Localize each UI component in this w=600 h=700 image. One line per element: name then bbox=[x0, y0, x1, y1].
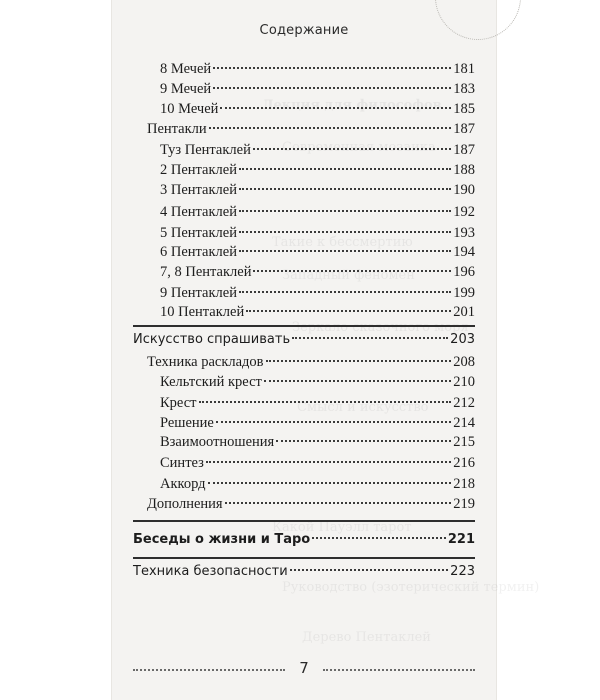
toc-entry-page: 221 bbox=[447, 532, 475, 547]
toc-entry-safety[interactable] bbox=[133, 564, 475, 586]
toc-leader-dots bbox=[239, 210, 451, 212]
toc-leader-dots bbox=[225, 502, 452, 504]
footer-dotted-rule-left bbox=[133, 669, 285, 671]
toc-entry-page: 192 bbox=[453, 204, 475, 220]
toc-entry-relationships[interactable] bbox=[160, 434, 475, 456]
toc-leader-dots bbox=[239, 250, 451, 252]
toc-leader-dots bbox=[239, 231, 451, 233]
toc-entry-title: Беседы о жизни и Таро bbox=[133, 532, 311, 547]
toc-entry-title: 4 Пентаклей bbox=[160, 204, 237, 220]
toc-leader-dots bbox=[206, 461, 451, 463]
toc-leader-dots bbox=[199, 401, 452, 403]
toc-entry-title: 10 Мечей bbox=[160, 101, 219, 117]
toc-leader-dots bbox=[213, 67, 451, 69]
toc-entry-page: 203 bbox=[450, 332, 475, 347]
toc-entry-spread-technique[interactable] bbox=[147, 354, 475, 376]
toc-entry-title: 9 Мечей bbox=[160, 81, 212, 97]
toc-entry-title: 9 Пентаклей bbox=[160, 285, 237, 301]
toc-leader-dots bbox=[246, 310, 451, 312]
toc-entry-page: 187 bbox=[453, 142, 475, 158]
toc-entry-appendices[interactable] bbox=[147, 496, 475, 518]
toc-entry-title: Техника раскладов bbox=[147, 354, 264, 370]
footer-dotted-rule-right bbox=[323, 669, 475, 671]
toc-leader-dots bbox=[264, 380, 451, 382]
page-header: Содержание bbox=[259, 23, 349, 38]
toc-entry-title: Решение bbox=[160, 415, 214, 431]
toc-leader-dots bbox=[239, 188, 451, 190]
toc-entry-page: 215 bbox=[453, 434, 475, 450]
toc-leader-dots bbox=[239, 168, 451, 170]
toc-leader-dots bbox=[253, 148, 451, 150]
book-page bbox=[112, 0, 540, 700]
toc-leader-dots bbox=[213, 87, 451, 89]
toc-entry-ace-pentacles[interactable] bbox=[160, 142, 475, 164]
toc-entry-page: 196 bbox=[453, 264, 475, 280]
toc-entry-page: 214 bbox=[453, 415, 475, 431]
toc-leader-dots bbox=[209, 127, 452, 129]
toc-entry-10-pentacles[interactable] bbox=[160, 304, 475, 326]
toc-entry-title: 6 Пентаклей bbox=[160, 244, 237, 260]
toc-entry-page: 216 bbox=[453, 455, 475, 471]
toc-entry-title: 3 Пентаклей bbox=[160, 182, 237, 198]
toc-entry-title: Искусство спрашивать bbox=[133, 332, 291, 347]
toc-entry-page: 210 bbox=[453, 374, 475, 390]
toc-entry-title: 8 Мечей bbox=[160, 61, 212, 77]
toc-entry-page: 183 bbox=[453, 81, 475, 97]
toc-leader-dots bbox=[208, 482, 452, 484]
toc-entry-title: 2 Пентаклей bbox=[160, 162, 237, 178]
toc-entry-7-8-pentacles[interactable] bbox=[160, 264, 475, 286]
toc-leader-dots bbox=[216, 421, 451, 423]
toc-entry-art-of-asking[interactable] bbox=[133, 332, 475, 354]
toc-entry-10-swords[interactable] bbox=[160, 101, 475, 123]
page-number: 7 bbox=[299, 659, 309, 677]
toc-entry-title: Взаимоотношения bbox=[160, 434, 275, 450]
toc-entry-page: 219 bbox=[453, 496, 475, 512]
toc-entry-title: 7, 8 Пентаклей bbox=[160, 264, 252, 280]
section-divider bbox=[133, 520, 475, 522]
toc-entry-title: Синтез bbox=[160, 455, 204, 471]
toc-entry-3-pentacles[interactable] bbox=[160, 182, 475, 204]
toc-entry-pentacles[interactable] bbox=[147, 121, 475, 143]
show-through-text: Лекция для философов Современная мозаика Такие к бессмертию Западный феномен Зеркало сказочного моря Смысл и искусство Какой Пауэлл тарот Руководство (эзотерический термин) Дерево Пентаклей bbox=[262, 98, 540, 645]
toc-entry-title: Крест bbox=[160, 395, 197, 411]
toc-entry-page: 188 bbox=[453, 162, 475, 178]
toc-entry-title: Туз Пентаклей bbox=[160, 142, 251, 158]
toc-entry-celtic-cross[interactable] bbox=[160, 374, 475, 396]
toc-entry-title: Аккорд bbox=[160, 476, 206, 492]
toc-entry-synthesis[interactable] bbox=[160, 455, 475, 477]
toc-leader-dots bbox=[239, 291, 451, 293]
toc-entry-title: Дополнения bbox=[147, 496, 223, 512]
toc-leader-dots bbox=[290, 569, 449, 571]
toc-leader-dots bbox=[220, 107, 451, 109]
toc-entry-page: 194 bbox=[453, 244, 475, 260]
toc-entry-title: Техника безопасности bbox=[133, 564, 288, 579]
section-divider bbox=[133, 325, 475, 327]
toc-entry-page: 223 bbox=[450, 564, 475, 579]
toc-entry-6-pentacles[interactable] bbox=[160, 244, 475, 266]
toc-entry-title: 5 Пентаклей bbox=[160, 225, 237, 241]
section-divider bbox=[133, 557, 475, 559]
toc-entry-page: 218 bbox=[453, 476, 475, 492]
toc-entry-9-swords[interactable] bbox=[160, 81, 475, 103]
toc-entry-title: Кельтский крест bbox=[160, 374, 262, 390]
toc-entry-2-pentacles[interactable] bbox=[160, 162, 475, 184]
toc-entry-title: Пентакли bbox=[147, 121, 207, 137]
toc-entry-chord[interactable] bbox=[160, 476, 475, 498]
toc-entry-conversations[interactable] bbox=[133, 532, 475, 554]
toc-leader-dots bbox=[312, 537, 446, 539]
toc-entry-page: 190 bbox=[453, 182, 475, 198]
toc-leader-dots bbox=[253, 270, 451, 272]
toc-leader-dots bbox=[276, 440, 451, 442]
toc-entry-page: 208 bbox=[453, 354, 475, 370]
toc-entry-title: 10 Пентаклей bbox=[160, 304, 245, 320]
toc-entry-cross[interactable] bbox=[160, 395, 475, 417]
toc-entry-page: 201 bbox=[453, 304, 475, 320]
toc-entry-page: 187 bbox=[453, 121, 475, 137]
toc-entry-page: 193 bbox=[453, 225, 475, 241]
toc-entry-page: 181 bbox=[453, 61, 475, 77]
toc-entry-page: 199 bbox=[453, 285, 475, 301]
toc-leader-dots bbox=[292, 337, 448, 339]
toc-entry-4-pentacles[interactable] bbox=[160, 204, 475, 226]
toc-entry-8-swords[interactable] bbox=[160, 61, 475, 83]
toc-entry-page: 212 bbox=[453, 395, 475, 411]
toc-leader-dots bbox=[266, 360, 452, 362]
toc-entry-page: 185 bbox=[453, 101, 475, 117]
